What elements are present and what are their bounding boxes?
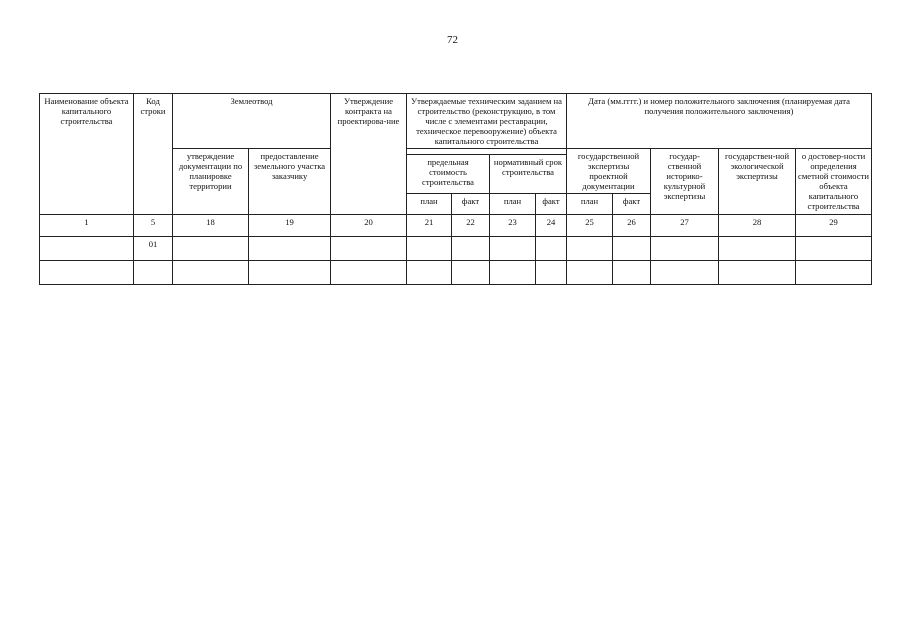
header-date-hist: государ-ственной историко-культурной экспертизы [651,149,719,215]
table-cell [249,261,331,285]
table-cell [719,261,796,285]
header-state-plan: план [567,194,613,215]
table-cell [651,237,719,261]
column-number: 25 [567,215,613,237]
header-land-provision: предоставление земельного участка заказчику [249,149,331,215]
header-cost-plan: план [407,194,452,215]
table-cell [719,237,796,261]
header-cost-fact: факт [452,194,490,215]
header-tech-term: нормативный срок строительства [490,154,567,193]
header-land-approval: утверждение документации по планировке территории [173,149,249,215]
table-cell [249,237,331,261]
header-date: Дата (мм.гггг.) и номер положительного заключения (планируемая дата получения положительного заключения) [567,94,872,149]
column-number: 24 [536,215,567,237]
table-cell [331,237,407,261]
column-number: 20 [331,215,407,237]
column-number: 28 [719,215,796,237]
header-name: Наименование объекта капитального строительства [40,94,134,215]
table-cell [173,261,249,285]
table-cell [613,237,651,261]
header-date-cost: о достовер-ности определения сметной стоимости объекта капитального строительства [796,149,872,215]
header-term-plan: план [490,194,536,215]
header-date-eco: государствен-ной экологической экспертизы [719,149,796,215]
column-number: 19 [249,215,331,237]
header-tech-cost: предельная стоимость строительства [407,154,490,193]
header-state-fact: факт [613,194,651,215]
column-number: 23 [490,215,536,237]
column-number: 5 [134,215,173,237]
header-row-1 [40,94,872,149]
table-cell [407,261,452,285]
table-cell [651,261,719,285]
table-cell [331,261,407,285]
table-cell [536,261,567,285]
header-code: Код строки [134,94,173,215]
table-cell [567,261,613,285]
table-cell [613,261,651,285]
report-form-table [39,93,872,285]
table-cell [796,261,872,285]
column-number: 27 [651,215,719,237]
page-number: 72 [447,34,458,46]
header-date-state: государственной экспертизы проектной документации [567,149,651,194]
header-contract: Утверждение контракта на проектирова-ние [331,94,407,215]
header-term-fact: факт [536,194,567,215]
table-cell [407,237,452,261]
column-number: 26 [613,215,651,237]
table-cell-code: 01 [134,237,173,261]
table-cell-name [40,261,134,285]
column-number: 29 [796,215,872,237]
header-tech: Утверждаемые техническим заданием на строительство (реконструкцию, в том числе с элементами реставрации, техническое перевооружение) объекта капитального строительства [407,94,567,149]
column-number: 22 [452,215,490,237]
table-cell-code [134,261,173,285]
table-cell [452,261,490,285]
table-row [40,261,872,285]
table-cell [490,237,536,261]
column-number: 1 [40,215,134,237]
column-number-row [40,215,872,237]
column-number: 21 [407,215,452,237]
table-row [40,237,872,261]
table-cell [173,237,249,261]
column-number: 18 [173,215,249,237]
table-cell [490,261,536,285]
table-cell [567,237,613,261]
table-cell [536,237,567,261]
table-cell [452,237,490,261]
table-cell-name [40,237,134,261]
header-land: Землеотвод [173,94,331,149]
table-cell [796,237,872,261]
